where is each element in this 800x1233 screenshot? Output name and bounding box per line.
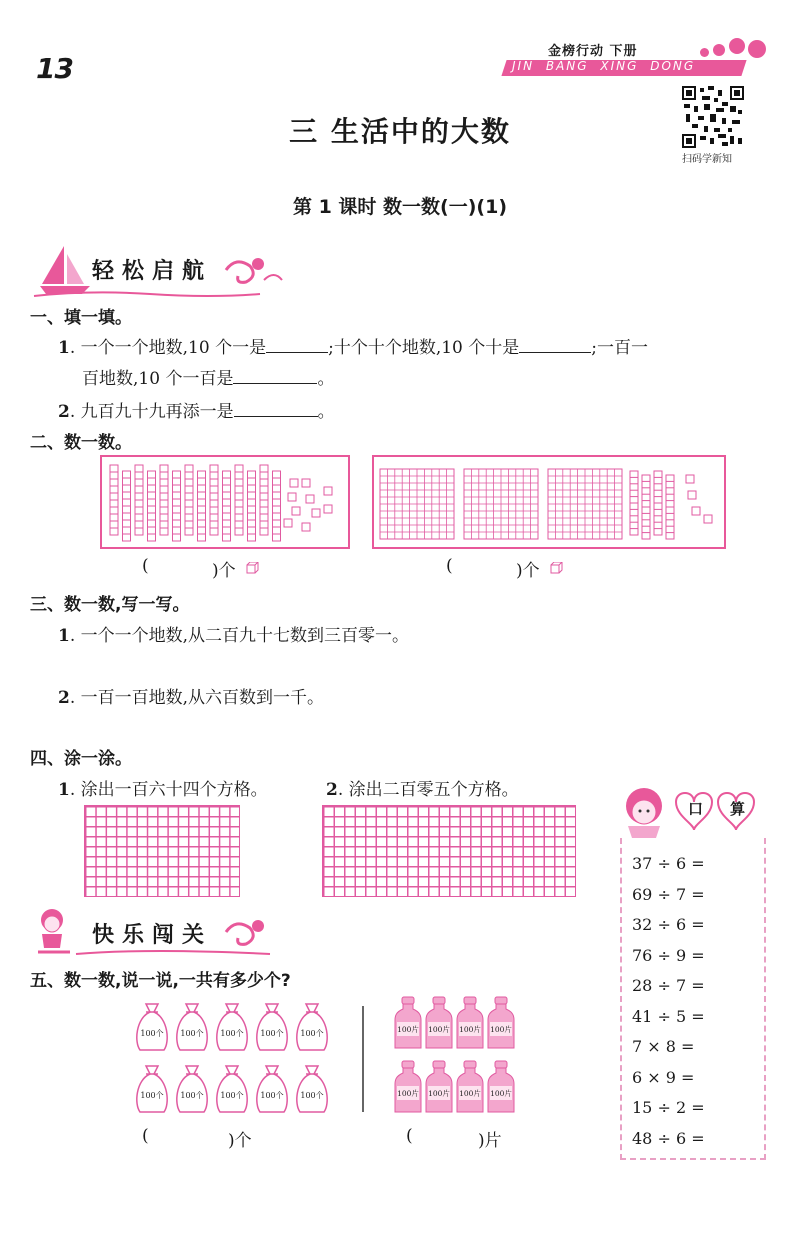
money-bag-icon bbox=[134, 1000, 170, 1054]
bottle-label: 100片 bbox=[428, 1025, 450, 1034]
bottle-label: 100片 bbox=[490, 1025, 512, 1034]
lesson-title: 第 1 课时 数一数(一)(1) bbox=[292, 196, 508, 218]
money-bag-icon bbox=[174, 1062, 210, 1116]
section-4-heading: 四、涂一涂。 bbox=[30, 749, 132, 769]
section-1-heading: 一、填一填。 bbox=[30, 308, 132, 328]
mental-math-item: 48 ÷ 6 = bbox=[632, 1128, 705, 1148]
mental-math-item: 41 ÷ 5 = bbox=[632, 1006, 705, 1026]
question-4-2 bbox=[326, 775, 519, 800]
pill-bottle-icon bbox=[487, 1060, 515, 1116]
bag-label: 100个 bbox=[180, 1029, 204, 1038]
coloring-grid-1[interactable] bbox=[84, 805, 240, 897]
section-2-heading: 二、数一数。 bbox=[30, 433, 132, 453]
answer-blank[interactable] bbox=[266, 352, 328, 353]
mental-math-panel bbox=[620, 838, 766, 1160]
blocks-frame-right bbox=[372, 455, 726, 549]
section-3-heading: 三、数一数,写一写。 bbox=[30, 595, 190, 615]
bottle-label: 100片 bbox=[397, 1025, 419, 1034]
answer-blank[interactable] bbox=[233, 383, 317, 384]
decor-dot bbox=[700, 48, 709, 57]
question-text: 百地数,10 个一百是 bbox=[82, 369, 234, 389]
coloring-grid-2[interactable] bbox=[322, 805, 576, 897]
mental-math-list bbox=[622, 838, 764, 1159]
pill-bottle-icon bbox=[394, 1060, 422, 1116]
bag-label: 100个 bbox=[140, 1029, 164, 1038]
mental-math-item: 15 ÷ 2 = bbox=[632, 1098, 705, 1117]
bag-label: 100个 bbox=[260, 1091, 284, 1100]
pill-bottle-icon bbox=[487, 996, 515, 1052]
question-number: 1 bbox=[58, 780, 70, 800]
question-3-2 bbox=[58, 683, 324, 708]
base-ten-flats-icon bbox=[374, 457, 724, 547]
answer-paren-close: )个 bbox=[516, 561, 540, 581]
answer-blank[interactable] bbox=[234, 416, 318, 417]
mental-math-item: 69 ÷ 7 = bbox=[632, 884, 705, 904]
question-text: . 涂出一百六十四个方格。 bbox=[69, 780, 268, 800]
answer-paren-close: )片 bbox=[478, 1131, 502, 1151]
question-number: 2 bbox=[58, 402, 70, 422]
bag-label: 100个 bbox=[180, 1091, 204, 1100]
bag-label: 100个 bbox=[220, 1029, 244, 1038]
money-bag-icon bbox=[254, 1000, 290, 1054]
decor-dot bbox=[729, 38, 745, 54]
question-3-1 bbox=[58, 621, 409, 646]
mental-math-item: 76 ÷ 9 = bbox=[632, 945, 705, 965]
base-ten-rods-icon bbox=[102, 457, 348, 547]
question-number: 1 bbox=[58, 626, 70, 646]
unit-cube-icon bbox=[246, 562, 260, 574]
question-text: ;十个十个地数,10 个十是 bbox=[328, 338, 520, 358]
question-1-1 bbox=[58, 333, 648, 358]
question-4-1 bbox=[58, 775, 268, 800]
brand-subtitle: JIN BANG XING DONG bbox=[512, 59, 696, 73]
question-text: 。 bbox=[317, 402, 335, 422]
brand-title: 金榜行动 下册 bbox=[548, 44, 638, 59]
question-text: 。 bbox=[317, 369, 335, 389]
money-bag-icon bbox=[294, 1062, 330, 1116]
section-5-heading: 五、数一数,说一说,一共有多少个? bbox=[30, 971, 291, 991]
decor-dot bbox=[713, 44, 725, 56]
mental-math-item: 37 ÷ 6 = bbox=[632, 854, 705, 873]
mental-math-item: 7 × 8 = bbox=[632, 1037, 695, 1056]
pill-bottle-icon bbox=[425, 996, 453, 1052]
bag-label: 100个 bbox=[220, 1091, 244, 1100]
bottle-label: 100片 bbox=[428, 1089, 450, 1098]
pill-bottle-icon bbox=[456, 1060, 484, 1116]
money-bag-icon bbox=[214, 1000, 250, 1054]
answer-paren-open: ( bbox=[142, 556, 149, 576]
answer-paren-close: )个 bbox=[228, 1131, 252, 1151]
bottle-label: 100片 bbox=[459, 1089, 481, 1098]
bottle-label: 100片 bbox=[459, 1025, 481, 1034]
unit-title: 三 生活中的大数 bbox=[289, 115, 511, 148]
banner-easy-start: 轻松启航 bbox=[92, 259, 213, 284]
divider bbox=[362, 1006, 364, 1112]
question-text: . 九百九十九再添一是 bbox=[69, 402, 234, 422]
bag-label: 100个 bbox=[300, 1029, 324, 1038]
bag-label: 100个 bbox=[260, 1029, 284, 1038]
question-text: ;一百一 bbox=[591, 338, 648, 358]
question-number: 1 bbox=[58, 338, 70, 358]
answer-paren-close: )个 bbox=[212, 561, 236, 581]
money-bag-icon bbox=[174, 1000, 210, 1054]
bag-label: 100个 bbox=[300, 1091, 324, 1100]
pill-bottle-icon bbox=[394, 996, 422, 1052]
answer-paren-open: ( bbox=[142, 1126, 149, 1146]
qr-caption: 扫码学新知 bbox=[682, 154, 732, 165]
bags-group bbox=[134, 1000, 334, 1120]
answer-paren-open: ( bbox=[446, 556, 453, 576]
question-number: 2 bbox=[326, 780, 338, 800]
bottle-label: 100片 bbox=[397, 1089, 419, 1098]
bottle-label: 100片 bbox=[490, 1089, 512, 1098]
mental-title-a: 口 bbox=[688, 800, 704, 818]
page-number: 13 bbox=[36, 52, 73, 85]
unit-cube-icon bbox=[550, 562, 564, 574]
mental-math-item: 28 ÷ 7 = bbox=[632, 976, 705, 995]
question-1-1-cont bbox=[82, 364, 334, 389]
question-number: 2 bbox=[58, 688, 70, 708]
blocks-frame-left bbox=[100, 455, 350, 549]
pill-bottle-icon bbox=[425, 1060, 453, 1116]
question-text: . 涂出二百零五个方格。 bbox=[337, 780, 519, 800]
money-bag-icon bbox=[294, 1000, 330, 1054]
decor-dot bbox=[748, 40, 766, 58]
question-1-2 bbox=[58, 397, 335, 422]
money-bag-icon bbox=[254, 1062, 290, 1116]
mental-math-item: 6 × 9 = bbox=[632, 1067, 695, 1087]
question-text: . 一百一百地数,从六百数到一千。 bbox=[69, 688, 325, 708]
bag-label: 100个 bbox=[140, 1091, 164, 1100]
pill-bottle-icon bbox=[456, 996, 484, 1052]
question-text: . 一个一个地数,10 个一是 bbox=[69, 338, 267, 358]
money-bag-icon bbox=[214, 1062, 250, 1116]
mental-math-item: 32 ÷ 6 = bbox=[632, 915, 705, 934]
bottles-group bbox=[394, 996, 524, 1118]
money-bag-icon bbox=[134, 1062, 170, 1116]
question-text: . 一个一个地数,从二百九十七数到三百零一。 bbox=[69, 626, 410, 646]
answer-paren-open: ( bbox=[406, 1126, 413, 1146]
answer-blank[interactable] bbox=[519, 352, 591, 353]
banner-happy-challenge: 快乐闯关 bbox=[92, 923, 213, 948]
mental-title-b: 算 bbox=[730, 800, 746, 818]
